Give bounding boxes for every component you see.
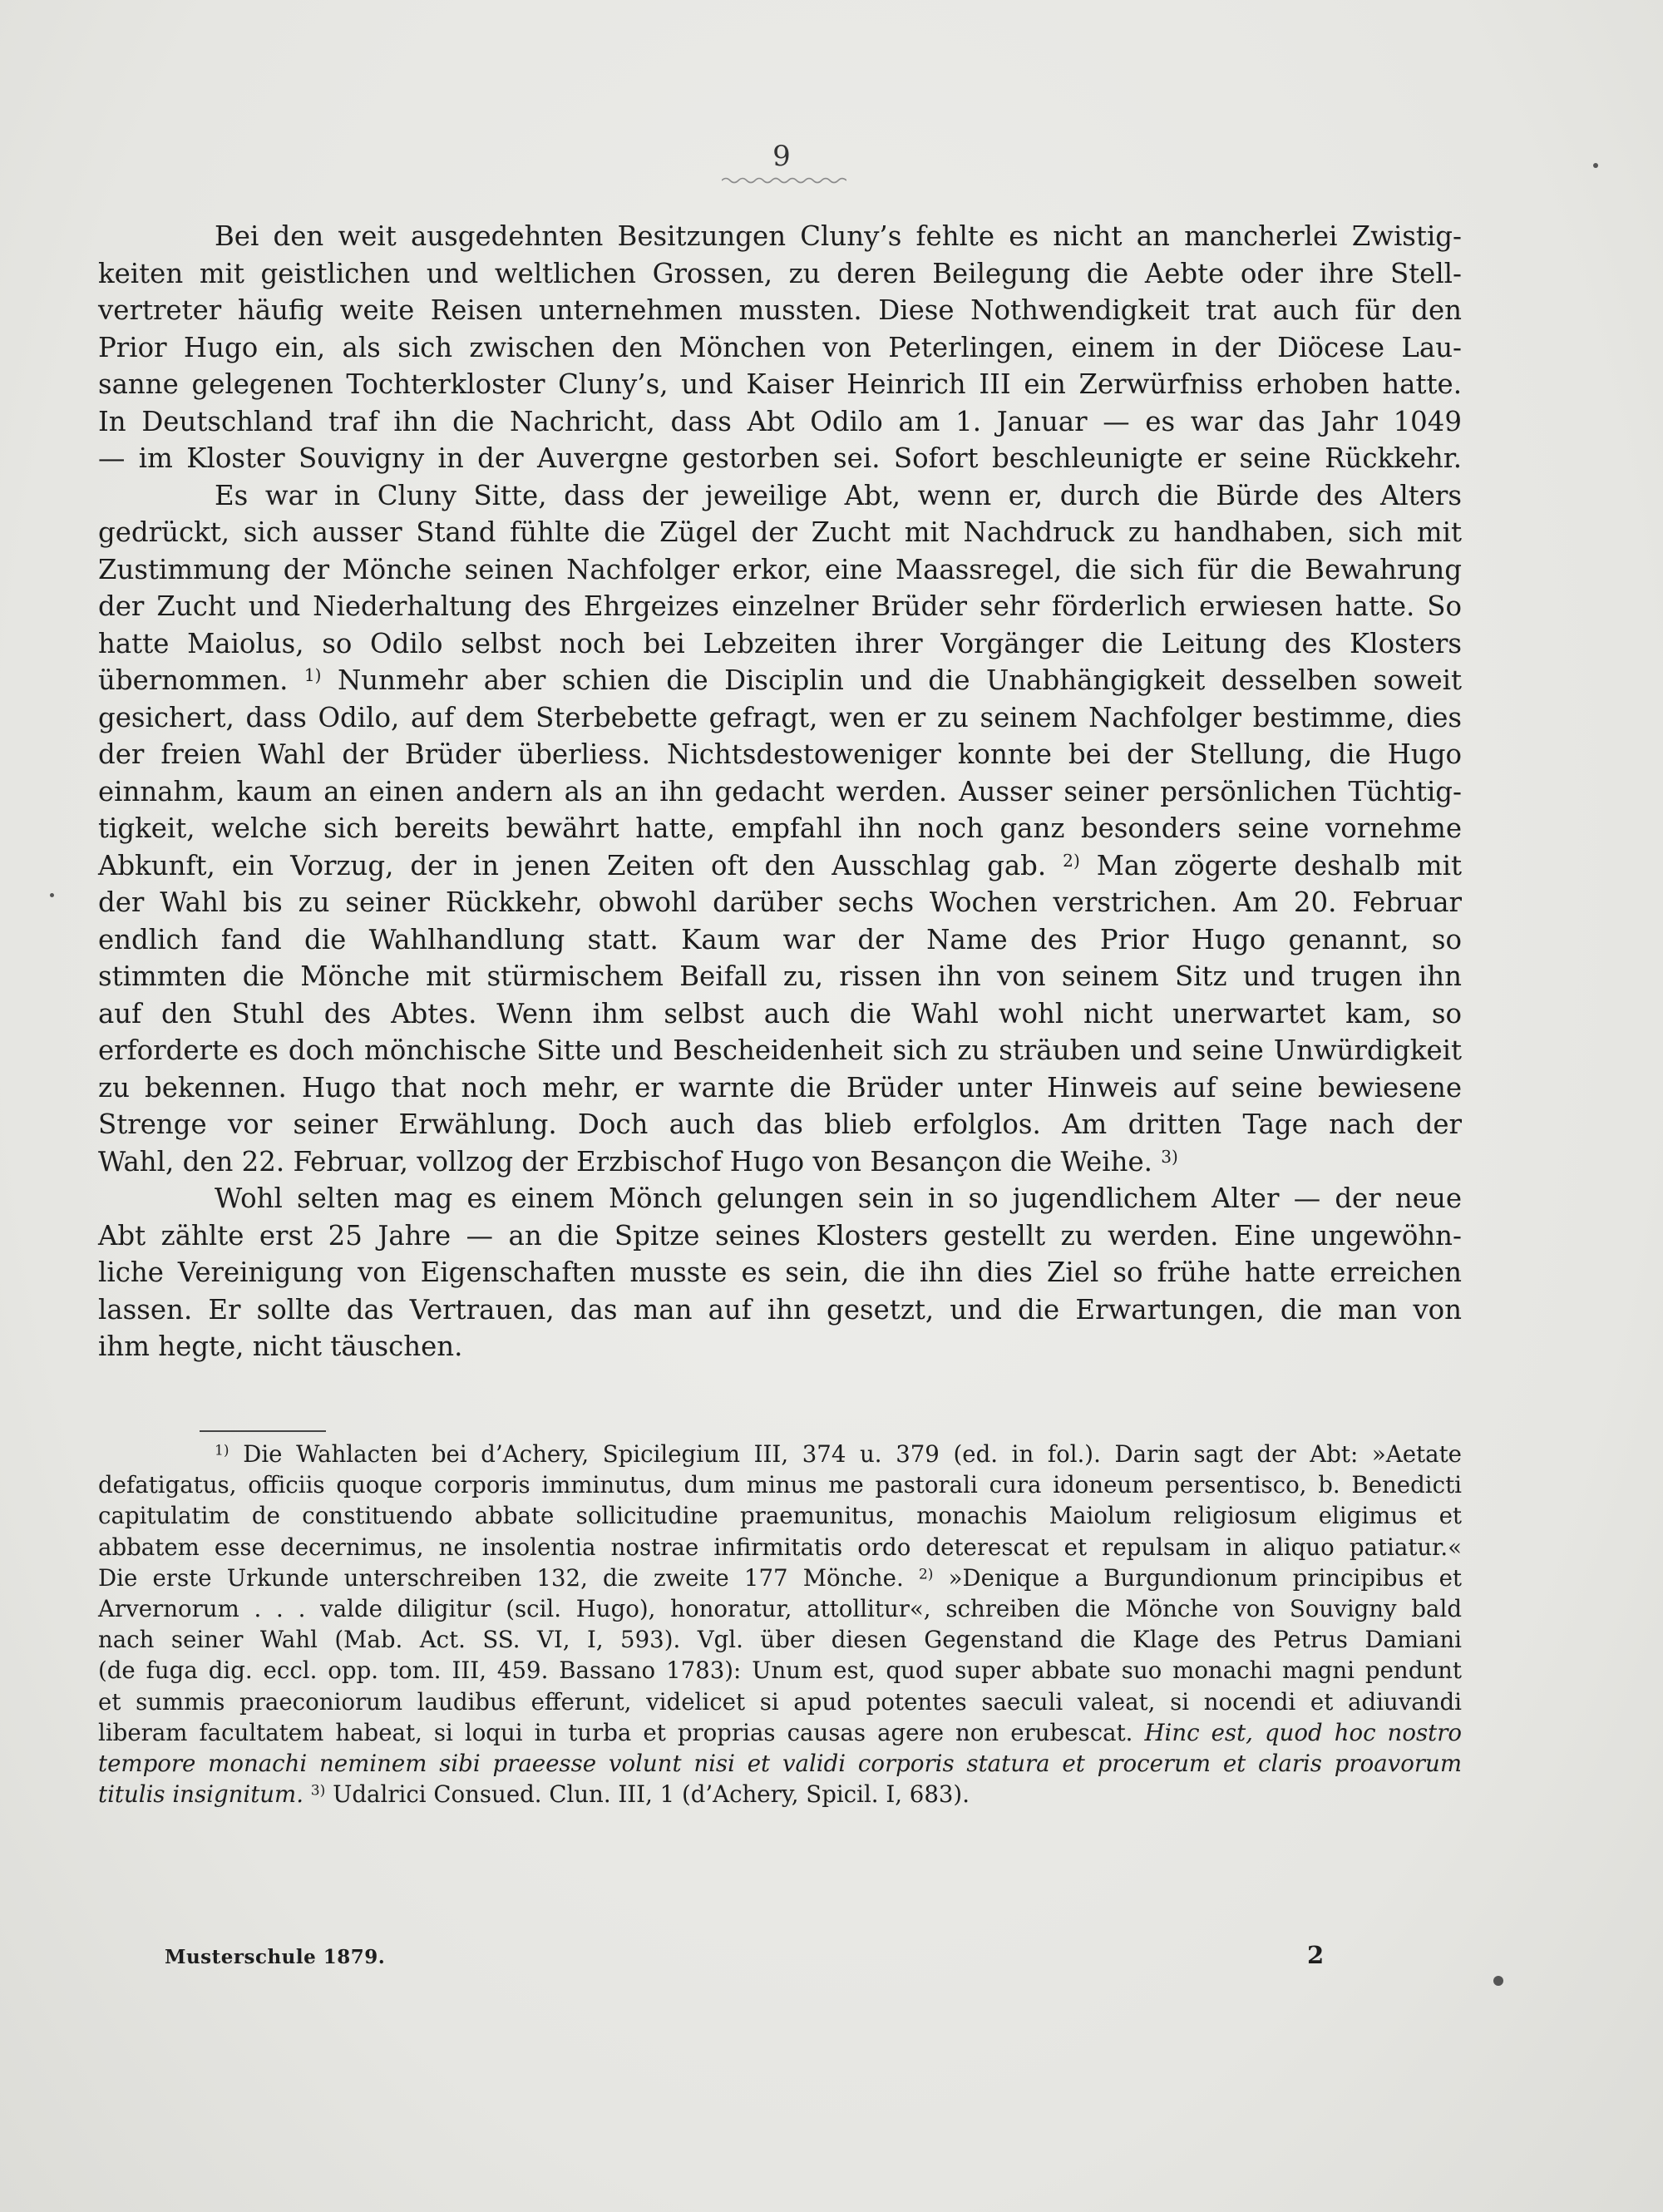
body-line: zu bekennen. Hugo that noch mehr, er warnte die Brüder unter Hinweis auf seine bewiesene bbox=[98, 1071, 1462, 1104]
body-line: liche Vereinigung von Eigenschaften musste es sein, die ihn dies Ziel so frühe hatte erreichen bbox=[98, 1257, 1462, 1288]
footnote-mark: 2) bbox=[918, 1566, 934, 1583]
footnote-line: capitulatim de constituendo abbate sollicitudine praemunitus, monachis Maiolum religiosum eligimus et bbox=[98, 1502, 1462, 1530]
footnote-line: abbatem esse decernimus, ne insolentia nostrae infirmitatis ordo deterescat et repulsam in aliquo patiatur.« bbox=[98, 1533, 1462, 1561]
ink-speck bbox=[1493, 1976, 1503, 1986]
page-number: 9 bbox=[772, 140, 791, 173]
body-line: — im Kloster Souvigny in der Auvergne gestorben sei. Sofort beschleunigte er seine Rückkehr. bbox=[98, 442, 1462, 474]
body-line: einnahm, kaum an einen andern als an ihn gedacht werden. Ausser seiner persönlichen Tüchtig- bbox=[98, 775, 1462, 807]
footnote-line: defatigatus, officiis quoque corporis imminutus, dum minus me pastorali cura idoneum persentisco, b. Benedicti bbox=[98, 1471, 1462, 1499]
body-line: Bei den weit ausgedehnten Besitzungen Cluny’s fehlte es nicht an mancherlei Zwistig- bbox=[215, 220, 1462, 252]
body-line: Wohl selten mag es einem Mönch gelungen sein in so jugendlichem Alter — der neue bbox=[215, 1183, 1462, 1214]
body-line: tigkeit, welche sich bereits bewährt hatte, empfahl ihn noch ganz besonders seine vornehme bbox=[98, 812, 1462, 844]
body-line: erforderte es doch mönchische Sitte und Bescheidenheit sich zu sträuben und seine Unwürdigkeit bbox=[98, 1034, 1462, 1066]
footnote-line: Hinc est, quod hoc nostro bbox=[1144, 1718, 1462, 1746]
body-line: Prior Hugo ein, als sich zwischen den Mönchen von Peterlingen, einem in der Diöcese Lau- bbox=[98, 331, 1462, 363]
body-line: der Zucht und Niederhaltung des Ehrgeizes einzelner Brüder sehr förderlich erwiesen hatte. So bbox=[98, 590, 1462, 622]
body-line: Es war in Cluny Sitte, dass der jeweilige Abt, wenn er, durch die Bürde des Alters bbox=[215, 479, 1462, 511]
footnotes bbox=[98, 1439, 1462, 1810]
body-line: Wahl, den 22. Februar, vollzog der Erzbischof Hugo von Besançon die Weihe. bbox=[98, 1145, 1152, 1178]
main-text bbox=[98, 218, 1462, 1365]
footnote-mark: 3) bbox=[1161, 1146, 1178, 1167]
footnote-mark: 1) bbox=[303, 664, 322, 685]
footnote-line: (de fuga dig. eccl. opp. tom. III, 459. Bassano 1783): Unum est, quod super abbate suo monachi magni pendunt bbox=[98, 1657, 1462, 1685]
body-line: lassen. Er sollte das Vertrauen, das man auf ihn gesetzt, und die Erwartungen, die man von bbox=[98, 1293, 1462, 1326]
footnote-divider bbox=[200, 1430, 326, 1432]
body-line: vertreter häufig weite Reisen unternehmen mussten. Diese Nothwendigkeit trat auch für den bbox=[98, 294, 1462, 326]
footnote-line: Arvernorum . . . valde diligitur (scil. Hugo), honoratur, attollitur«, schreiben die Mönche von Souvigny bald bbox=[98, 1595, 1462, 1623]
footnote-line: Die Wahlacten bei d’Achery, Spicilegium III, 374 u. 379 (ed. in fol.). Darin sagt der Abt: »Aetate bbox=[243, 1440, 1462, 1468]
body-line: übernommen. bbox=[98, 664, 289, 696]
body-line: der Wahl bis zu seiner Rückkehr, obwohl darüber sechs Wochen verstrichen. Am 20. Februar bbox=[98, 886, 1462, 918]
body-line: der freien Wahl der Brüder überliess. Nichtsdestoweniger konnte bei der Stellung, die Hugo bbox=[98, 738, 1462, 770]
body-line: auf den Stuhl des Abtes. Wenn ihm selbst auch die Wahl wohl nicht unerwartet kam, so bbox=[98, 997, 1462, 1029]
footnote-line: liberam facultatem habeat, si loqui in turba et proprias causas agere non erubescat. bbox=[98, 1718, 1133, 1746]
ornament-rule bbox=[722, 176, 846, 185]
footnote-line: et summis praeconiorum laudibus efferunt, videlicet si apud potentes saeculi valeat, si nocendi et adiuvandi bbox=[98, 1687, 1462, 1716]
footnote-line: tempore monachi neminem sibi praeesse volunt nisi et validi corporis statura et procerum et claris proavorum bbox=[98, 1750, 1462, 1778]
footnote-line: Udalrici Consued. Clun. III, 1 (d’Achery, Spicil. I, 683). bbox=[333, 1780, 970, 1809]
body-line: Abt zählte erst 25 Jahre — an die Spitze seines Klosters gestellt zu werden. Eine ungewöhn- bbox=[98, 1219, 1462, 1252]
body-line: Man zögerte deshalb mit bbox=[1096, 849, 1462, 881]
body-line: endlich fand die Wahlhandlung statt. Kaum war der Name des Prior Hugo genannt, so bbox=[98, 923, 1462, 955]
body-line: ihm hegte, nicht täuschen. bbox=[98, 1331, 463, 1362]
footnote-line: Die erste Urkunde unterschreiben 132, die zweite 177 Mönche. bbox=[98, 1563, 904, 1592]
body-line: Zustimmung der Mönche seinen Nachfolger erkor, eine Maassregel, die sich für die Bewahrung bbox=[98, 553, 1462, 585]
body-line: Nunmehr aber schien die Disciplin und die Unabhängigkeit desselben soweit bbox=[337, 664, 1463, 696]
body-line: gesichert, dass Odilo, auf dem Sterbebette gefragt, wen er zu seinem Nachfolger bestimme, dies bbox=[98, 701, 1462, 733]
footnote-mark: 2) bbox=[1063, 850, 1080, 871]
footnote-line: »Denique a Burgundionum principibus et bbox=[948, 1563, 1462, 1592]
footnote-line: titulis insignitum. bbox=[98, 1780, 303, 1809]
body-line: stimmten die Mönche mit stürmischem Beifall zu, rissen ihn von seinem Sitz und trugen ihn bbox=[98, 960, 1462, 992]
footnote-mark: 1) bbox=[215, 1442, 229, 1459]
footnote-mark: 3) bbox=[310, 1782, 326, 1800]
ink-speck bbox=[1593, 163, 1598, 168]
footnote-line: nach seiner Wahl (Mab. Act. SS. VI, I, 593). Vgl. über diesen Gegenstand die Klage des Petrus Damiani bbox=[98, 1626, 1462, 1654]
ink-speck bbox=[50, 893, 54, 897]
body-line: keiten mit geistlichen und weltlichen Grossen, zu deren Beilegung die Aebte oder ihre Stell- bbox=[98, 257, 1462, 289]
body-line: hatte Maiolus, so Odilo selbst noch bei Lebzeiten ihrer Vorgänger die Leitung des Klosters bbox=[98, 627, 1462, 659]
body-line: Strenge vor seiner Erwählung. Doch auch das blieb erfolglos. Am dritten Tage nach der bbox=[98, 1108, 1462, 1140]
body-line: sanne gelegenen Tochterkloster Cluny’s, und Kaiser Heinrich III ein Zerwürfniss erhoben hatte. bbox=[98, 368, 1462, 400]
printer-signature: Musterschule 1879. bbox=[165, 1946, 386, 1968]
body-line: In Deutschland traf ihn die Nachricht, dass Abt Odilo am 1. Januar — es war das Jahr 1049 bbox=[98, 405, 1462, 437]
signature-number: 2 bbox=[1307, 1941, 1325, 1969]
body-line: gedrückt, sich ausser Stand fühlte die Zügel der Zucht mit Nachdruck zu handhaben, sich mit bbox=[98, 516, 1462, 548]
body-line: Abkunft, ein Vorzug, der in jenen Zeiten oft den Ausschlag gab. bbox=[98, 849, 1047, 881]
